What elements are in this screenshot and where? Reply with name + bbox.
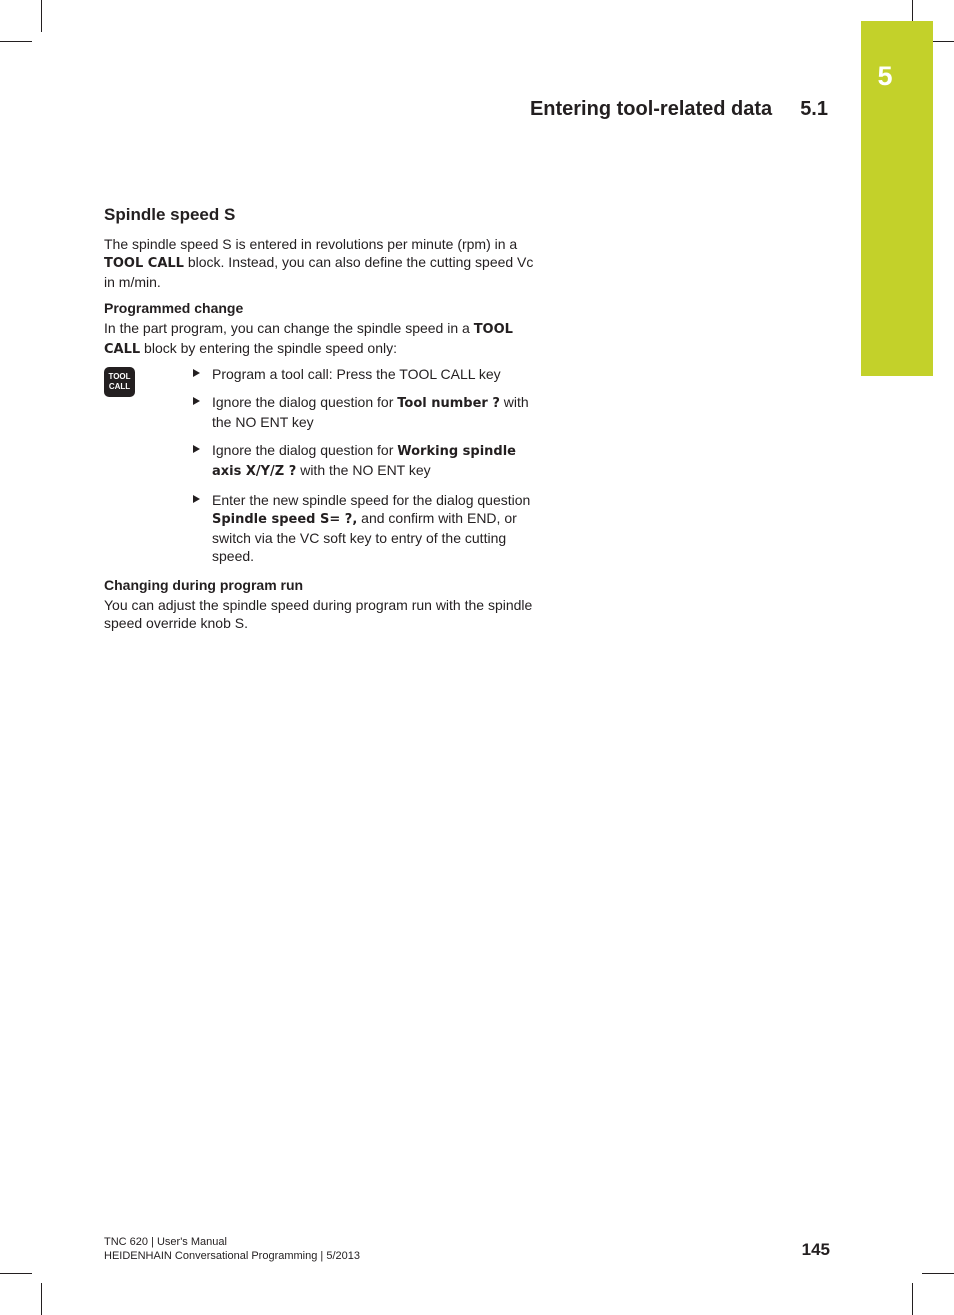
subheading-programmed-change: Programmed change	[104, 300, 244, 316]
running-head	[480, 98, 828, 121]
running-head-section: 5.1	[800, 98, 828, 120]
step-text: with the NO ENT key	[212, 394, 529, 430]
intro-paragraph	[104, 235, 544, 291]
code-term: Tool number ?	[397, 396, 500, 411]
code-term: TOOL CALL	[104, 256, 184, 271]
code-term: Spindle speed S= ?,	[212, 512, 358, 527]
intro-text: The spindle speed S is entered in revolutions per minute (rpm) in a	[104, 236, 518, 252]
paragraph-text: block by entering the spindle speed only:	[140, 340, 398, 356]
crop-mark	[0, 41, 32, 42]
subheading-changing-during-run: Changing during program run	[104, 577, 304, 593]
code-term: Working spindle axis X/Y/Z ?	[212, 444, 516, 479]
crop-mark	[922, 1273, 954, 1274]
main-content	[104, 205, 544, 632]
arrow-bullet-icon	[193, 369, 200, 377]
key-label: CALL	[108, 382, 131, 391]
programmed-change-paragraph	[104, 319, 544, 359]
chapter-number: 5	[877, 61, 893, 91]
code-term: TOOL CALL	[104, 322, 513, 357]
step-text: Program a tool call: Press the TOOL CALL key	[212, 366, 501, 382]
list-item	[212, 491, 544, 565]
crop-mark	[912, 1283, 913, 1315]
page-number: 145	[801, 1240, 830, 1259]
footer-line-2: HEIDENHAIN Conversational Programming | 5/2013	[104, 1250, 360, 1262]
step-text: Ignore the dialog question for	[212, 394, 398, 410]
crop-mark	[41, 0, 42, 32]
arrow-bullet-icon	[193, 445, 200, 453]
footer	[104, 1235, 360, 1263]
changing-during-run-paragraph: You can adjust the spindle speed during program run with the spindle speed override knob S.	[104, 597, 533, 631]
crop-mark	[41, 1283, 42, 1315]
step-text: Ignore the dialog question for	[212, 442, 398, 458]
section-heading: Spindle speed S	[104, 205, 236, 224]
arrow-bullet-icon	[193, 495, 200, 503]
crop-mark	[0, 1273, 32, 1274]
arrow-bullet-icon	[193, 397, 200, 405]
step-list	[104, 365, 544, 565]
paragraph-text: In the part program, you can change the spindle speed in a	[104, 320, 474, 336]
tool-call-key-icon	[104, 367, 135, 397]
step-text: with the NO ENT key	[296, 462, 431, 478]
list-item	[212, 441, 544, 481]
list-item	[212, 365, 544, 383]
chapter-tab	[861, 21, 933, 376]
list-item	[212, 393, 544, 431]
step-text: Enter the new spindle speed for the dialog question	[212, 492, 531, 508]
steps-area	[104, 365, 544, 565]
intro-text: block. Instead, you can also define the cutting speed Vc in m/min.	[104, 254, 534, 290]
step-text: and confirm with END, or switch via the VC soft key to entry of the cutting speed.	[212, 510, 517, 564]
footer-line-1: TNC 620 | User's Manual	[104, 1236, 227, 1248]
key-label: TOOL	[108, 372, 131, 381]
running-head-title: Entering tool-related data	[529, 98, 773, 120]
